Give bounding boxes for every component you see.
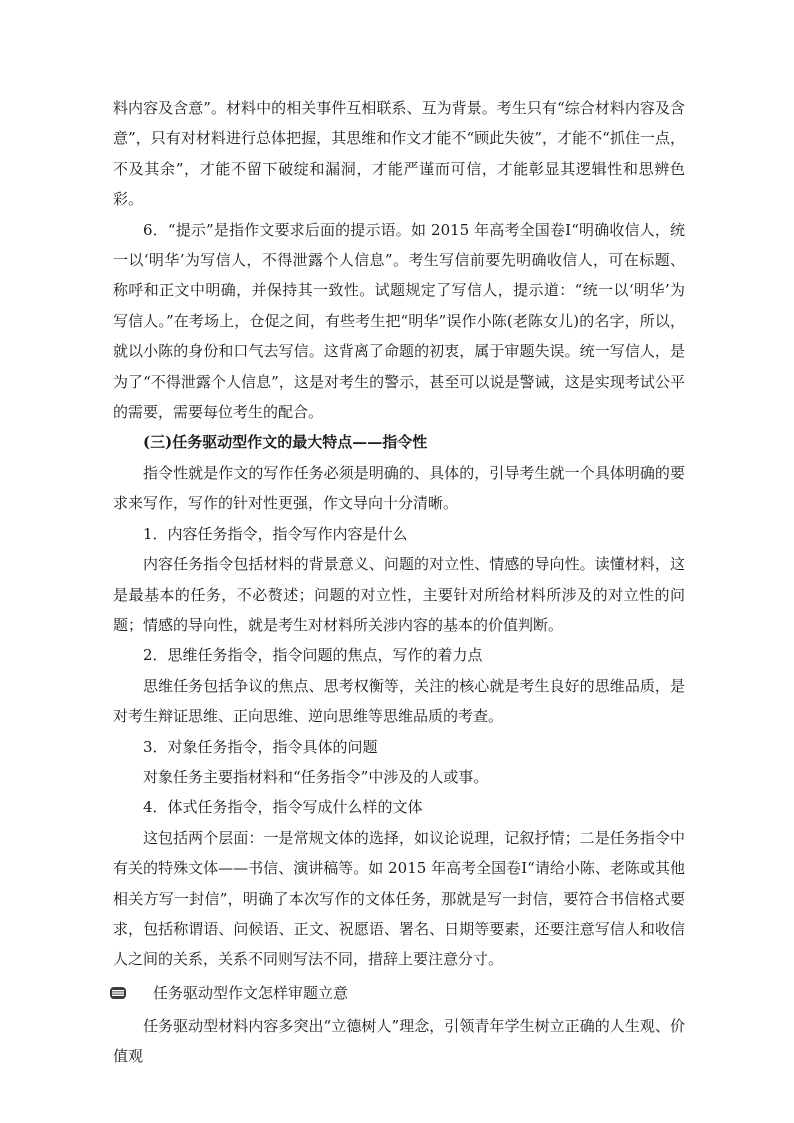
subheading-2: 2．思维任务指令，指令问题的焦点，写作的着力点 bbox=[143, 646, 483, 665]
document-body bbox=[113, 93, 685, 1072]
section-marker-icon bbox=[109, 986, 127, 1000]
paragraph-6: 对象任务主要指材料和“任务指令”中涉及的人或事。 bbox=[143, 767, 489, 786]
paragraph-3: 指令性就是作文的写作任务必须是明确的、具体的，引导考生就一个具体明确的要求来写作，写作的针对性更强，作文导向十分清晰。 bbox=[113, 463, 685, 513]
paragraph-8: 任务驱动型材料内容多突出“立德树人”理念，引领青年学生树立正确的人生观、价值观 bbox=[113, 1016, 685, 1066]
paragraph-4: 内容任务指令包括材料的背景意义、问题的对立性、情感的导向性。读懂材料，这是最基本的任务，不必赘述；问题的对立性，主要针对所给材料所涉及的对立性的问题；情感的导向性，就是考生对材料所关涉内容的基本的价值判断。 bbox=[113, 555, 685, 634]
paragraph-1: 料内容及含意”。材料中的相关事件互相联系、互为背景。考生只有“综合材料内容及含意”，只有对材料进行总体把握，其思维和作文才能不“顾此失彼”，才能不“抓住一点，不及其余”，才能不留下破绽和漏洞，才能严谨而可信，才能彰显其逻辑性和思辨色彩。 bbox=[113, 99, 685, 209]
paragraph-7: 这包括两个层面：一是常规文体的选择，如议论说理，记叙抒情；二是任务指令中有关的特殊文体——书信、演讲稿等。如 2015 年高考全国卷Ⅰ“请给小陈、老陈或其他相关方写一封信”，明确了本次写作的文体任务，那就是写一封信，要符合书信格式要求，包括称谓语、问候语、正文、祝愿语、署名、日期等要素，还要注意写信人和收信人之间的关系，关系不同则写法不同，措辞上要注意分寸。 bbox=[113, 828, 685, 969]
section-title-row bbox=[109, 975, 685, 1011]
paragraph-5: 思维任务包括争议的焦点、思考权衡等，关注的核心就是考生良好的思维品质，是对考生辩证思维、正向思维、逆向思维等思维品质的考查。 bbox=[113, 676, 685, 726]
subheading-3: 3．对象任务指令，指令具体的问题 bbox=[143, 737, 378, 756]
section-title: 任务驱动型作文怎样审题立意 bbox=[153, 983, 349, 1002]
paragraph-2: 6．“提示”是指作文要求后面的提示语。如 2015 年高考全国卷Ⅰ“明确收信人，统一以‘明华’为写信人，不得泄露个人信息”。考生写信前要先明确收信人，可在标题、称呼和正文中明确，并保持其一致性。试题规定了写信人，提示道：“统一以‘明华’为写信人。”在考场上，仓促之间，有些考生把“明华”误作小陈(老陈女儿)的名字，所以，就以小陈的身份和口气去写信。这背离了命题的初衷，属于审题失误。统一写信人，是为了“不得泄露个人信息”，这是对考生的警示，甚至可以说是警诫，这是实现考试公平的需要，需要每位考生的配合。 bbox=[113, 220, 685, 422]
subheading-4: 4．体式任务指令，指令写成什么样的文体 bbox=[143, 798, 423, 817]
subheading-1: 1．内容任务指令，指令写作内容是什么 bbox=[143, 524, 408, 543]
section-heading-3: (三)任务驱动型作文的最大特点——指令性 bbox=[143, 433, 428, 452]
